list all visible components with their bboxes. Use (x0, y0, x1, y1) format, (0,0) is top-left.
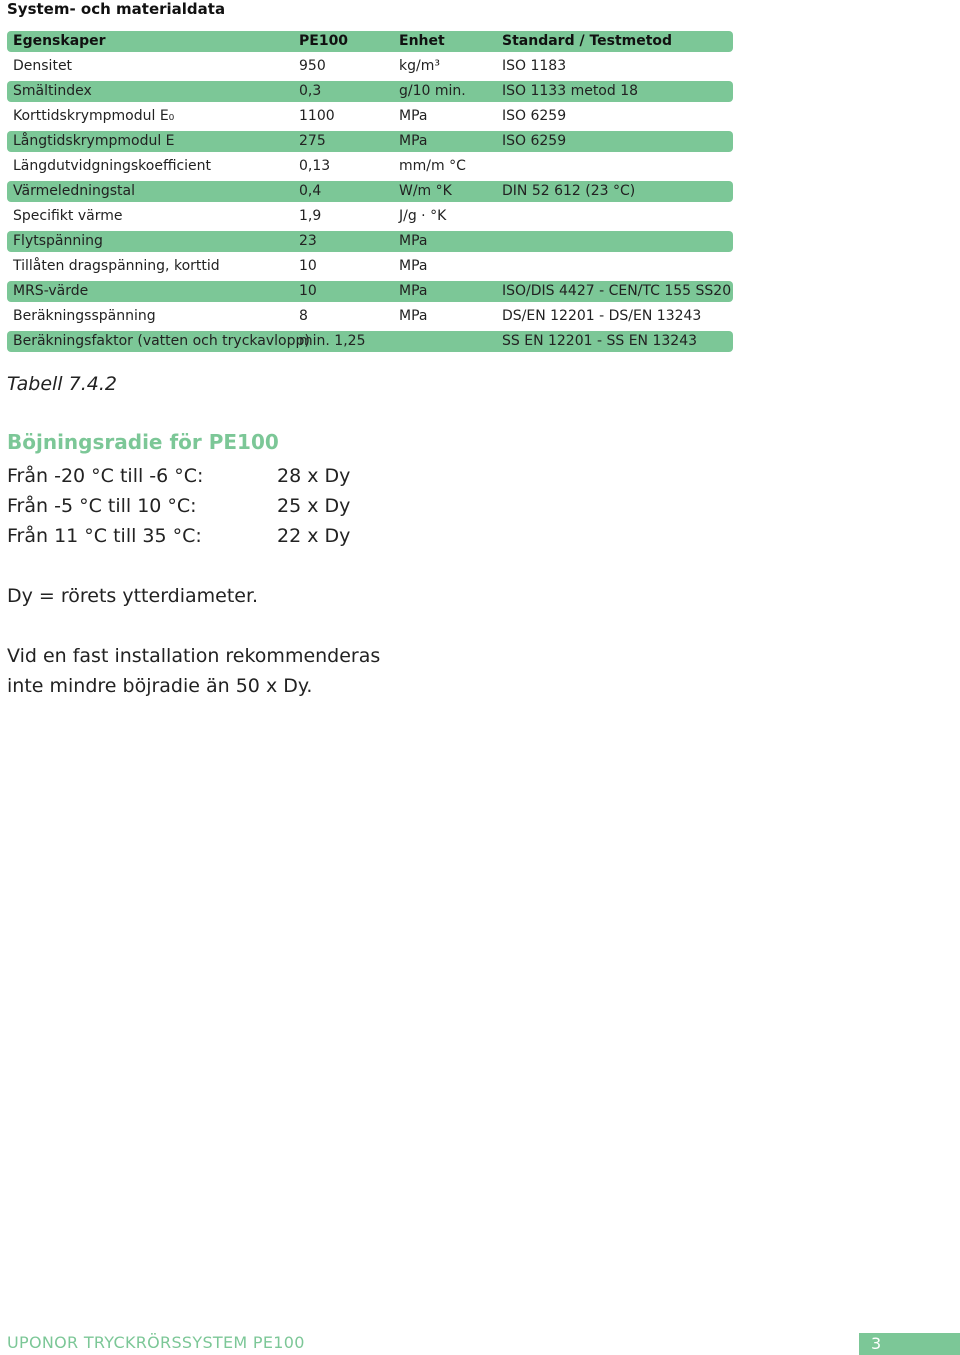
section-title: System- och materialdata (7, 0, 226, 18)
bending-row (7, 492, 507, 520)
page-number: 3 (871, 1334, 882, 1353)
cell-unit: MPa (399, 233, 428, 249)
cell-property: Beräkningsspänning (13, 308, 156, 324)
cell-standard: ISO 6259 (502, 133, 567, 149)
bending-value: 25 x Dy (277, 495, 351, 517)
cell-property: Specifikt värme (13, 208, 123, 224)
cell-unit: MPa (399, 258, 428, 274)
table-row (7, 231, 733, 252)
header-property: Egenskaper (13, 33, 106, 49)
cell-unit: g/10 min. (399, 83, 466, 99)
table-row (7, 256, 733, 277)
installation-note-line-1: Vid en fast installation rekommenderas (7, 645, 381, 667)
cell-property: Smältindex (13, 83, 92, 99)
cell-standard: SS EN 12201 - SS EN 13243 (502, 333, 698, 349)
cell-unit: mm/m °C (399, 158, 466, 174)
cell-value: 10 (299, 283, 317, 299)
cell-unit: kg/m³ (399, 58, 440, 74)
bending-value: 22 x Dy (277, 525, 351, 547)
bending-value: 28 x Dy (277, 465, 351, 487)
cell-value: 0,3 (299, 83, 322, 99)
bending-radius-title: Böjningsradie för PE100 (7, 430, 279, 454)
table-row (7, 131, 733, 152)
cell-property: Korttidskrympmodul E₀ (13, 108, 175, 124)
cell-value: 275 (299, 133, 326, 149)
table-row (7, 206, 733, 227)
table-header-row (7, 31, 733, 52)
cell-standard: ISO 1133 metod 18 (502, 83, 639, 99)
cell-unit: J/g · °K (399, 208, 447, 224)
cell-property: Långtidskrympmodul E (13, 133, 175, 149)
material-data-table (7, 31, 733, 356)
page-number-box (859, 1333, 960, 1355)
cell-property: Beräkningsfaktor (vatten och tryckavlopp) (13, 333, 310, 349)
cell-unit: W/m °K (399, 183, 452, 199)
cell-standard: DIN 52 612 (23 °C) (502, 183, 636, 199)
cell-unit: MPa (399, 133, 428, 149)
table-row (7, 81, 733, 102)
cell-value: min. 1,25 (299, 333, 366, 349)
cell-value: 10 (299, 258, 317, 274)
cell-property: Värmeledningstal (13, 183, 135, 199)
bending-row (7, 462, 507, 490)
cell-value: 1,9 (299, 208, 322, 224)
installation-note-line-2: inte mindre böjradie än 50 x Dy. (7, 675, 313, 697)
header-pe100: PE100 (299, 33, 349, 49)
table-row (7, 56, 733, 77)
cell-unit: MPa (399, 108, 428, 124)
table-caption: Tabell 7.4.2 (7, 373, 117, 395)
cell-property: MRS-värde (13, 283, 89, 299)
table-row (7, 331, 733, 352)
cell-standard: ISO 6259 (502, 108, 567, 124)
bending-range: Från -20 °C till -6 °C: (7, 465, 204, 487)
table-row (7, 306, 733, 327)
header-unit: Enhet (399, 33, 445, 49)
cell-property: Flytspänning (13, 233, 103, 249)
cell-property: Tillåten dragspänning, korttid (13, 258, 220, 274)
footer-title: UPONOR TRYCKRÖRSSYSTEM PE100 (7, 1333, 305, 1352)
cell-value: 0,13 (299, 158, 331, 174)
cell-unit: MPa (399, 308, 428, 324)
cell-unit: MPa (399, 283, 428, 299)
dy-definition: Dy = rörets ytterdiameter. (7, 585, 259, 607)
bending-range: Från 11 °C till 35 °C: (7, 525, 202, 547)
header-standard: Standard / Testmetod (502, 33, 673, 49)
table-row (7, 156, 733, 177)
cell-property: Densitet (13, 58, 73, 74)
cell-value: 950 (299, 58, 326, 74)
cell-value: 0,4 (299, 183, 322, 199)
cell-value: 23 (299, 233, 317, 249)
table-row (7, 181, 733, 202)
bending-range: Från -5 °C till 10 °C: (7, 495, 197, 517)
table-row (7, 106, 733, 127)
cell-value: 8 (299, 308, 308, 324)
cell-value: 1100 (299, 108, 335, 124)
table-row (7, 281, 733, 302)
cell-standard: ISO 1183 (502, 58, 567, 74)
cell-standard: DS/EN 12201 - DS/EN 13243 (502, 308, 702, 324)
bending-row (7, 522, 507, 550)
cell-property: Längdutvidgningskoefficient (13, 158, 212, 174)
cell-standard: ISO/DIS 4427 - CEN/TC 155 SS20 (502, 283, 732, 299)
